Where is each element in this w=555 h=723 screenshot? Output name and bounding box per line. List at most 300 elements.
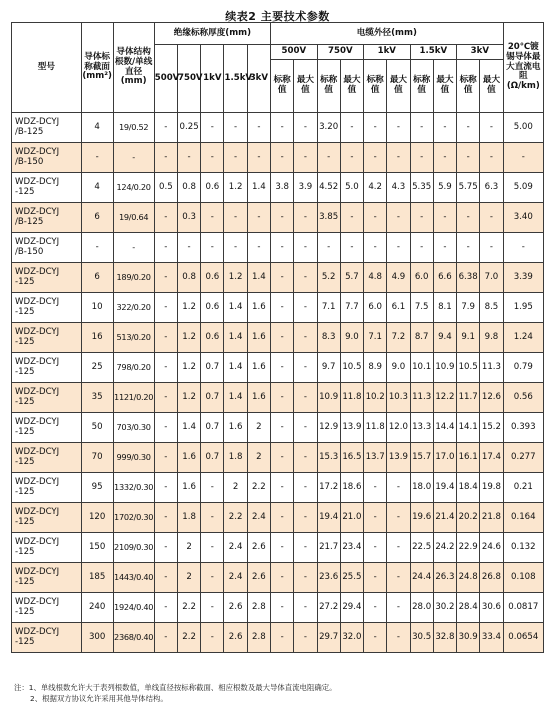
table-cell: 8.9 [364,353,387,383]
model-line: WDZ-DCYJ [15,267,60,278]
table-cell: - [154,113,177,143]
table-cell: 4.2 [364,173,387,203]
table-cell: 2 [247,413,270,443]
table-cell: - [271,383,294,413]
table-cell: 4.3 [387,173,410,203]
model-line: -125 [15,546,35,557]
table-cell: - [480,113,503,143]
table-cell: 4 [81,173,113,203]
table-row [12,293,544,323]
table-cell: 12.9 [317,413,340,443]
table-cell: 1.6 [247,293,270,323]
model-cell [12,173,82,203]
table-cell: 1.2 [177,323,200,353]
table-cell: - [364,563,387,593]
table-cell: - [387,593,410,623]
table-cell: 6.0 [364,293,387,323]
model-line: WDZ-DCYJ [15,297,60,308]
table-cell: - [271,143,294,173]
table-cell: 6.6 [433,263,456,293]
model-cell [12,503,82,533]
table-cell: - [201,473,224,503]
table-row [12,233,544,263]
table-cell: 2.6 [224,593,247,623]
table-cell: - [340,113,363,143]
table-cell: 9.4 [433,323,456,353]
table-cell: 29.4 [340,593,363,623]
table-cell: - [294,563,317,593]
table-cell: 7.0 [480,263,503,293]
table-cell: - [154,563,177,593]
table-cell: 1.2 [224,173,247,203]
table-title: 续表2 主要技术参数 [225,10,330,23]
table-cell: 19/0.52 [113,113,154,143]
table-cell: 13.7 [364,443,387,473]
model-line: -125 [15,426,35,437]
table-cell: 1.2 [224,263,247,293]
table-cell: 0.5 [154,173,177,203]
table-cell: - [154,263,177,293]
table-cell: 70 [81,443,113,473]
header-max: 最大值 [340,60,363,113]
model-line: WDZ-DCYJ [15,237,60,248]
model-line: -125 [15,306,35,317]
table-cell: 0.6 [201,293,224,323]
table-cell: 10.5 [340,353,363,383]
table-cell: - [294,233,317,263]
table-cell: 0.6 [201,173,224,203]
table-cell: - [154,383,177,413]
table-cell: 11.7 [457,383,480,413]
table-cell: - [340,203,363,233]
table-cell: - [387,203,410,233]
table-cell: - [113,233,154,263]
table-cell: 1.4 [177,413,200,443]
table-cell: 1121/0.20 [113,383,154,413]
table-cell: - [154,593,177,623]
table-cell: 240 [81,593,113,623]
note-1: 注：1、单线根数允许大于表列根数值，单线直径按标称截面、相应根数及最大导体直流电阻确定。 [14,683,337,692]
table-cell: 3.20 [317,113,340,143]
table-cell: - [457,143,480,173]
table-row [12,473,544,503]
table-cell: 30.9 [457,623,480,653]
table-row [12,623,544,653]
table-cell: 2 [177,533,200,563]
table-cell: 28.0 [410,593,433,623]
table-cell: 7.5 [410,293,433,323]
table-cell: 9.7 [317,353,340,383]
table-cell: - [387,473,410,503]
table-cell: 14.4 [433,413,456,443]
table-cell: 4.52 [317,173,340,203]
table-cell: 2.6 [247,533,270,563]
table-cell: - [387,503,410,533]
table-cell: - [410,233,433,263]
table-cell: 11.8 [340,383,363,413]
table-cell: 120 [81,503,113,533]
table-cell: 1332/0.30 [113,473,154,503]
table-cell: - [503,143,543,173]
model-cell [12,473,82,503]
table-cell: 1.4 [224,353,247,383]
model-line: /B-150 [15,156,44,167]
table-cell: 11.3 [480,353,503,383]
table-cell: 10.1 [410,353,433,383]
table-cell: - [271,503,294,533]
table-cell: 0.8 [177,263,200,293]
table-row [12,113,544,143]
table-cell: 23.4 [340,533,363,563]
model-line: WDZ-DCYJ [15,597,60,608]
table-cell: 11.8 [364,413,387,443]
header-ins-500v: 500V [154,45,177,113]
table-cell: 24.2 [433,533,456,563]
header-od-750v: 750V [317,45,364,60]
table-cell: 27.2 [317,593,340,623]
table-cell: 0.0817 [503,593,543,623]
table-cell: 29.7 [317,623,340,653]
table-cell: 23.6 [317,563,340,593]
table-cell: - [154,473,177,503]
table-cell: 30.6 [480,593,503,623]
model-line: WDZ-DCYJ [15,147,60,158]
table-cell: - [201,503,224,533]
model-cell [12,323,82,353]
model-line: WDZ-DCYJ [15,357,60,368]
table-cell: 7.7 [340,293,363,323]
table-cell: - [154,143,177,173]
table-cell: 0.164 [503,503,543,533]
table-row [12,413,544,443]
table-cell: 999/0.30 [113,443,154,473]
table-cell: 5.00 [503,113,543,143]
table-cell: - [247,233,270,263]
table-cell: 30.5 [410,623,433,653]
table-cell: - [387,563,410,593]
table-cell: - [340,233,363,263]
table-cell: - [271,323,294,353]
table-cell: 0.7 [201,383,224,413]
table-cell: 15.7 [410,443,433,473]
model-line: WDZ-DCYJ [15,477,60,488]
model-line: WDZ-DCYJ [15,507,60,518]
model-line: -125 [15,276,35,287]
table-body [12,113,544,653]
table-cell: 5.35 [410,173,433,203]
table-cell: - [201,623,224,653]
table-cell: - [224,203,247,233]
header-resistance: 20℃镀锡导体最大直流电阻(Ω/km) [503,23,543,113]
table-cell: 25.5 [340,563,363,593]
table-cell: 6.0 [410,263,433,293]
table-cell: 4 [81,113,113,143]
table-cell: 2.2 [224,503,247,533]
table-cell: - [294,293,317,323]
table-cell: 18.6 [340,473,363,503]
table-cell: 21.0 [340,503,363,533]
table-cell: 6 [81,263,113,293]
table-cell: - [201,563,224,593]
header-insulation-group: 绝缘标称厚度(mm) [154,23,270,45]
table-cell: 1.2 [177,353,200,383]
table-cell: 15.2 [480,413,503,443]
table-cell: - [271,113,294,143]
table-cell: 8.1 [433,293,456,323]
model-line: /B-125 [15,126,44,137]
table-cell: 0.25 [177,113,200,143]
table-cell: 2 [247,443,270,473]
table-row [12,383,544,413]
table-cell: 189/0.20 [113,263,154,293]
table-cell: 9.0 [340,323,363,353]
table-cell: - [317,233,340,263]
table-cell: 35 [81,383,113,413]
table-cell: 1.6 [177,473,200,503]
table-cell: 21.4 [433,503,456,533]
model-cell [12,563,82,593]
model-line: WDZ-DCYJ [15,627,60,638]
table-cell: 2.4 [224,563,247,593]
table-cell: 0.7 [201,443,224,473]
table-cell: - [387,533,410,563]
table-cell: 1.6 [247,383,270,413]
table-cell: - [247,113,270,143]
model-line: -125 [15,486,35,497]
table-row [12,353,544,383]
table-cell: - [271,263,294,293]
table-cell: - [294,533,317,563]
table-cell: - [177,143,200,173]
model-line: /B-150 [15,246,44,257]
table-cell: 20.2 [457,503,480,533]
table-cell: - [294,113,317,143]
header-ins-1kv: 1kV [201,45,224,113]
header-nominal: 标称值 [317,60,340,113]
table-cell: 3.9 [294,173,317,203]
table-cell: 3.40 [503,203,543,233]
table-cell: - [201,203,224,233]
table-cell: 1.2 [177,293,200,323]
table-cell: 30.2 [433,593,456,623]
header-nominal: 标称值 [364,60,387,113]
table-cell: - [271,473,294,503]
table-cell: - [457,203,480,233]
table-cell: - [457,113,480,143]
model-cell [12,593,82,623]
table-cell: 26.3 [433,563,456,593]
table-cell: 1.24 [503,323,543,353]
table-cell: 22.5 [410,533,433,563]
table-cell: - [201,533,224,563]
header-max: 最大值 [387,60,410,113]
table-cell: 21.8 [480,503,503,533]
table-row [12,323,544,353]
table-cell: 0.21 [503,473,543,503]
table-cell: 13.9 [387,443,410,473]
table-cell: - [294,503,317,533]
model-cell [12,263,82,293]
table-cell: 1.6 [224,413,247,443]
model-line: WDZ-DCYJ [15,117,60,128]
model-cell [12,383,82,413]
table-cell: - [433,113,456,143]
table-cell: 2.8 [247,593,270,623]
model-line: WDZ-DCYJ [15,327,60,338]
model-cell [12,413,82,443]
model-cell [12,443,82,473]
table-cell: 6.38 [457,263,480,293]
table-cell: 28.4 [457,593,480,623]
model-line: -125 [15,336,35,347]
table-cell: - [410,203,433,233]
header-ins-1-5kv: 1.5kV [224,45,247,113]
table-cell: - [387,143,410,173]
table-cell: 1443/0.40 [113,563,154,593]
table-cell: 16 [81,323,113,353]
table-cell: - [154,233,177,263]
table-cell: 2.4 [224,533,247,563]
table-cell: 124/0.20 [113,173,154,203]
table-cell: - [294,323,317,353]
table-cell: 6 [81,203,113,233]
table-cell: 12.0 [387,413,410,443]
model-line: -125 [15,636,35,647]
table-cell: 6.1 [387,293,410,323]
table-cell: 4.8 [364,263,387,293]
table-cell: 32.8 [433,623,456,653]
table-cell: - [387,623,410,653]
header-od-3kv: 3kV [457,45,504,60]
table-cell: - [364,503,387,533]
table-cell: - [364,473,387,503]
model-line: WDZ-DCYJ [15,537,60,548]
table-cell: 1.6 [247,323,270,353]
table-cell: 2109/0.30 [113,533,154,563]
table-cell: 5.7 [340,263,363,293]
table-cell: 1.4 [224,323,247,353]
table-cell: 9.0 [387,353,410,383]
table-cell: - [294,473,317,503]
table-cell: 0.132 [503,533,543,563]
table-cell: 22.9 [457,533,480,563]
table-cell: 19.4 [317,503,340,533]
table-cell: - [364,143,387,173]
table-cell: 0.7 [201,413,224,443]
table-cell: - [154,533,177,563]
table-cell: 18.0 [410,473,433,503]
table-cell: - [224,233,247,263]
table-cell: 1.4 [224,293,247,323]
table-cell: 513/0.20 [113,323,154,353]
header-od-1-5kv: 1.5kV [410,45,457,60]
model-line: -125 [15,186,35,197]
table-cell: 10.9 [433,353,456,383]
header-max: 最大值 [480,60,503,113]
table-cell: - [364,593,387,623]
note-2: 2、根据双方协议允许采用其他导体结构。 [30,694,168,704]
table-cell: 1924/0.40 [113,593,154,623]
table-cell: 13.3 [410,413,433,443]
table-row [12,503,544,533]
table-cell: - [294,443,317,473]
table-cell: 185 [81,563,113,593]
table-cell: - [81,233,113,263]
table-cell: 150 [81,533,113,563]
table-cell: - [271,443,294,473]
table-cell: 0.6 [201,323,224,353]
table-cell: - [294,263,317,293]
table-cell: - [433,233,456,263]
table-cell: 2 [177,563,200,593]
table-cell: 17.4 [480,443,503,473]
table-cell: - [457,233,480,263]
table-cell: - [271,563,294,593]
table-cell: - [224,113,247,143]
table-cell: 0.56 [503,383,543,413]
table-cell: 2 [224,473,247,503]
model-cell [12,533,82,563]
header-outer-group: 电缆外径(mm) [271,23,504,45]
table-cell: - [154,503,177,533]
model-cell [12,203,82,233]
table-cell: - [271,533,294,563]
table-cell: - [271,203,294,233]
table-cell: 1.95 [503,293,543,323]
table-cell: 10.3 [387,383,410,413]
table-cell: - [433,203,456,233]
table-row [12,143,544,173]
header-structure: 导体结构根数/单线直径(mm) [113,23,154,113]
table-cell: - [154,293,177,323]
table-cell: - [364,533,387,563]
table-cell: - [154,323,177,353]
table-cell: 3.39 [503,263,543,293]
table-cell: 95 [81,473,113,503]
table-cell: - [271,623,294,653]
table-cell: - [201,593,224,623]
table-cell: 9.1 [457,323,480,353]
table-cell: 19.6 [410,503,433,533]
table-cell: 16.5 [340,443,363,473]
table-cell: - [154,353,177,383]
table-cell: 0.8 [177,173,200,203]
table-cell: - [294,383,317,413]
table-cell: 24.8 [457,563,480,593]
table-cell: - [410,113,433,143]
table-cell: 5.09 [503,173,543,203]
table-cell: 322/0.20 [113,293,154,323]
table-cell: 32.0 [340,623,363,653]
table-cell: 25 [81,353,113,383]
model-line: -125 [15,396,35,407]
table-cell: - [271,413,294,443]
table-cell: - [271,593,294,623]
table-cell: 10.2 [364,383,387,413]
table-cell: - [247,203,270,233]
table-cell: 2.2 [177,593,200,623]
header-nominal: 标称值 [457,60,480,113]
table-cell: 19.4 [433,473,456,503]
table-cell: 24.6 [480,533,503,563]
table-cell: - [364,623,387,653]
header-section: 导体标称截面(mm²) [81,23,113,113]
table-cell: 15.3 [317,443,340,473]
table-row [12,443,544,473]
header-nominal: 标称值 [410,60,433,113]
table-cell: 8.3 [317,323,340,353]
table-cell: 17.0 [433,443,456,473]
